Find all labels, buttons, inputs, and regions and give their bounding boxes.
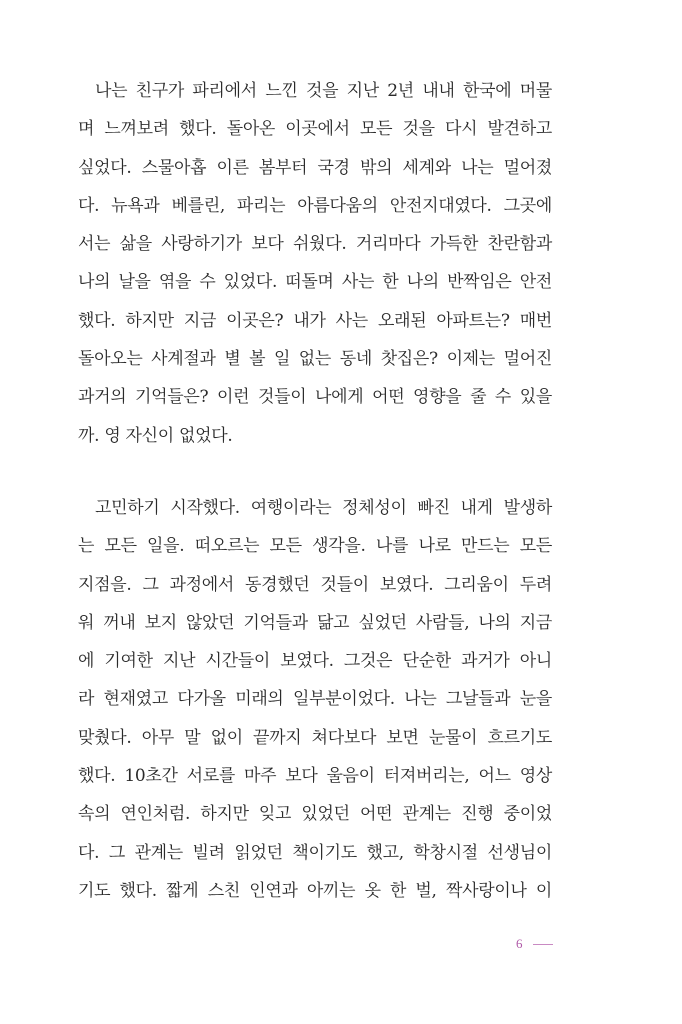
text-line: 까. 영 자신이 없었다. (78, 425, 233, 446)
text-line: 돌아오는 사계절과 별 볼 일 없는 동네 찻집은? 이제는 멀어진 (78, 349, 552, 370)
text-line: 싶었다. 스물아홉 이른 봄부터 국경 밖의 세계와 나는 멀어졌 (78, 157, 552, 178)
text-line: 에 기여한 지난 시간들이 보였다. 그것은 단순한 과거가 아니 (78, 651, 552, 672)
text-line: 다. 뉴욕과 베를린, 파리는 아름다움의 안전지대였다. 그곳에 (78, 195, 552, 216)
text-line: 는 모든 일을. 떠오르는 모든 생각을. 나를 나로 만드는 모든 (78, 536, 552, 557)
page-number-rule (533, 944, 553, 945)
text-line: 했다. 하지만 지금 이곳은? 내가 사는 오래된 아파트는? 매번 (78, 310, 552, 331)
text-line: 과거의 기억들은? 이런 것들이 나에게 어떤 영향을 줄 수 있을 (78, 387, 552, 408)
text-line: 나는 친구가 파리에서 느낀 것을 지난 2년 내내 한국에 머물 (95, 81, 552, 101)
text-line: 다. 그 관계는 빌려 읽었던 책이기도 했고, 학창시절 선생님이 (78, 842, 552, 863)
text-line: 했다. 10초간 서로를 마주 보다 울음이 터져버리는, 어느 영상 (78, 766, 552, 787)
text-line: 고민하기 시작했다. 여행이라는 정체성이 빠진 내게 발생하 (95, 497, 552, 518)
text-line: 서는 삶을 사랑하기가 보다 쉬웠다. 거리마다 가득한 찬란함과 (78, 234, 552, 255)
text-line: 며 느껴보려 했다. 돌아온 이곳에서 모든 것을 다시 발견하고 (78, 119, 552, 140)
text-line: 나의 날을 엮을 수 있었다. 떠돌며 사는 한 나의 반짝임은 안전 (78, 272, 552, 293)
page-number: 6 (516, 936, 523, 951)
paragraph-spacer (78, 455, 552, 489)
paragraph-2 (78, 489, 552, 910)
text-line: 기도 했다. 짧게 스친 인연과 아끼는 옷 한 벌, 짝사랑이나 이 (78, 880, 552, 901)
text-line: 라 현재였고 다가올 미래의 일부분이었다. 나는 그날들과 눈을 (78, 689, 552, 710)
paragraph-1 (78, 72, 552, 455)
text-line: 지점을. 그 과정에서 동경했던 것들이 보였다. 그리움이 두려 (78, 574, 552, 595)
text-line: 맞췄다. 아무 말 없이 끝까지 쳐다보다 보면 눈물이 흐르기도 (78, 727, 552, 748)
text-line: 속의 연인처럼. 하지만 잊고 있었던 어떤 관계는 진행 중이었 (78, 804, 552, 825)
text-line: 워 꺼내 보지 않았던 기억들과 닮고 싶었던 사람들, 나의 지금 (78, 612, 552, 633)
page-footer (516, 936, 553, 952)
document-page (78, 72, 552, 910)
